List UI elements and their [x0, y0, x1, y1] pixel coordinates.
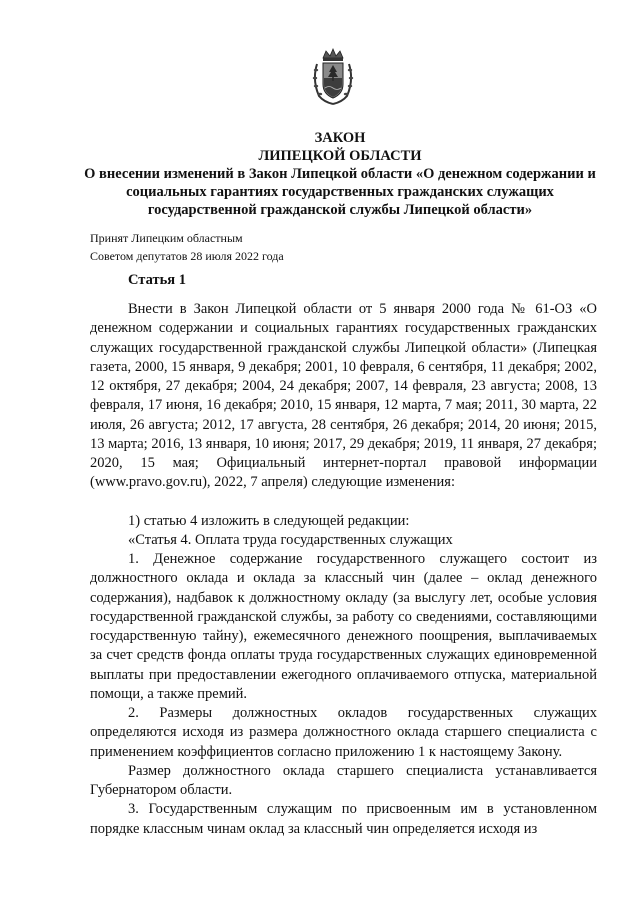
intro-paragraph: Внести в Закон Липецкой области от 5 января 2000 года № 61-ОЗ «О денежном содержании и социальных гарантиях государственных гражданских служащих государственной гражданской службы Липецкой области» (Липецкая газета, 2000, 15 января, 9 декабря; 2001, 10 февраля, 6 сентября, 11 декабря; 2002, 12 октября, 27 декабря; 2004, 24 декабря; 2007, 14 февраля, 23 августа; 2008, 13 февраля, 17 июня, 16 декабря; 2010, 15 января, 12 марта, 7 мая; 2011, 30 марта, 22 июля, 26 августа; 2012, 17 августа, 28 сентября, 26 декабря; 2014, 20 июня; 2015, 13 марта; 2016, 13 января, 10 июня; 2017, 29 декабря; 2019, 11 января, 27 декабря; 2020, 15 мая; Официальный интернет-портал правовой информации (www.pravo.gov.ru), 2022, 7 апреля) следующие изменения: — [90, 301, 597, 491]
law-subtitle: О внесении изменений в Закон Липецкой области «О денежном содержании и социальных гарантиях государственных гражданских служащих государственной гражданской службы Липецкой области» — [84, 166, 596, 218]
amendment-item-1: 1) статью 4 изложить в следующей редакции: — [128, 512, 410, 529]
adoption-line-2: Советом депутатов 28 июля 2022 года — [90, 249, 284, 263]
article-4-paragraph-2b: Размер должностного оклада старшего специалиста устанавливается Губернатором области. — [90, 762, 597, 798]
article-body — [90, 300, 597, 839]
law-title: ЗАКОН — [314, 130, 366, 146]
law-region: ЛИПЕЦКОЙ ОБЛАСТИ — [258, 148, 422, 164]
law-title-block — [80, 129, 600, 219]
article-4-heading: «Статья 4. Оплата труда государственных служащих — [128, 531, 453, 548]
adoption-line-1: Принят Липецким областным — [90, 231, 243, 245]
article-4-paragraph-3: 3. Государственным служащим по присвоенным им в установленном порядке классным чинам оклад за классный чин определяется исходя из — [90, 801, 597, 837]
coat-of-arms-icon — [311, 48, 355, 106]
article-4-paragraph-1: 1. Денежное содержание государственного служащего состоит из должностного оклада и оклада за классный чин (далее – оклад денежного содержания), надбавок к должностному окладу (за выслугу лет, особые условия государственной гражданской службы, за работу со сведениями, составляющими государственную тайну), ежемесячного денежного поощрения, выплачиваемых за счет средств фонда оплаты труда государственных служащих единовременной выплаты при предоставлении ежегодного оплачиваемого отпуска, материальной помощи, а также премий. — [90, 551, 597, 702]
article-heading: Статья 1 — [128, 272, 186, 288]
adoption-note — [90, 229, 284, 265]
article-4-paragraph-2: 2. Размеры должностных окладов государственных служащих определяются исходя из размера должностного оклада старшего специалиста с применением коэффициентов согласно приложению 1 к настоящему Закону. — [90, 705, 597, 760]
